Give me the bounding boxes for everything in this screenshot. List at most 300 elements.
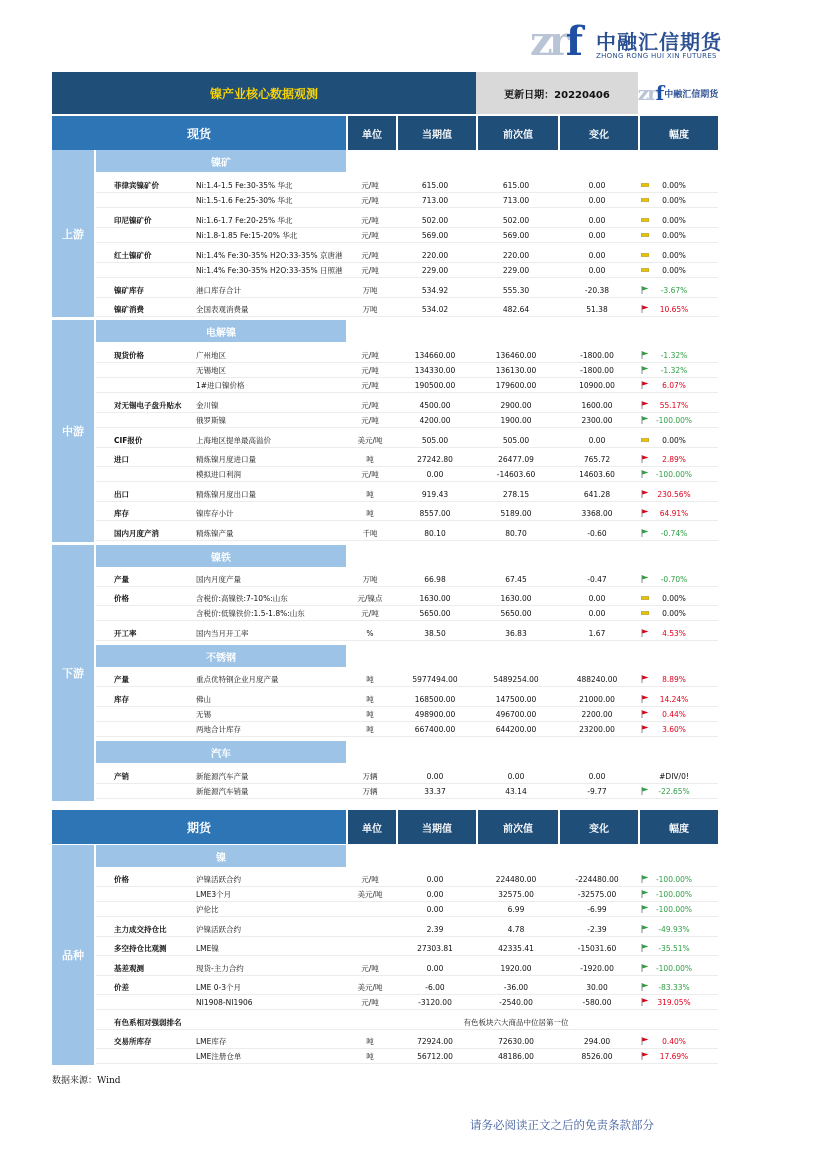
table-row <box>96 692 718 707</box>
row-item: Ni:1.4-1.5 Fe:30-35% 华北 <box>196 181 293 190</box>
row-previous: 615.00 <box>502 181 530 190</box>
row-item: 重点优特钢企业月度产量 <box>196 675 279 684</box>
row-previous: 2900.00 <box>500 401 532 410</box>
group-label: 下游 <box>52 545 94 801</box>
row-unit: 美元/吨 <box>357 890 383 899</box>
row-pct: -22.65% <box>658 787 690 796</box>
row-previous: 5489254.00 <box>493 675 539 684</box>
report-header <box>52 72 718 114</box>
row-item: 俄罗斯镍 <box>196 416 226 425</box>
row-previous: 482.64 <box>502 305 530 314</box>
row-pct: -49.93% <box>658 925 690 934</box>
row-change: -1920.00 <box>580 964 614 973</box>
row-current: 38.50 <box>424 629 446 638</box>
row-item: 金川镍 <box>196 401 219 410</box>
row-pct: 64.91% <box>659 509 689 518</box>
row-previous: 1630.00 <box>500 594 532 603</box>
row-pct: 0.00% <box>662 436 686 445</box>
company-logo <box>530 18 730 65</box>
table-row <box>96 980 718 995</box>
row-pct: 0.00% <box>662 594 686 603</box>
row-previous: 569.00 <box>502 231 530 240</box>
row-item: Ni:1.4% Fe:30-35% H2O:33-35% 京唐港 <box>196 251 343 260</box>
row-previous: 32575.00 <box>498 890 534 899</box>
row-pct: 0.00% <box>662 609 686 618</box>
logo-name-cn: 中融汇信期货 <box>596 30 722 54</box>
row-pct: 8.89% <box>662 675 686 684</box>
row-change: -15031.60 <box>577 944 617 953</box>
row-pct: 0.40% <box>662 1037 686 1046</box>
row-merged-value: 有色板块六大商品中位居第一位 <box>463 1018 569 1027</box>
row-current: -3120.00 <box>418 998 452 1007</box>
row-change: -224480.00 <box>575 875 619 884</box>
row-unit: 万辆 <box>362 787 378 796</box>
row-change: -6.99 <box>587 905 607 914</box>
row-pct: -100.00% <box>655 470 693 479</box>
row-item: NI1908-NI1906 <box>196 998 253 1007</box>
row-category: 开工率 <box>114 629 137 638</box>
row-current: 0.00 <box>426 470 444 479</box>
row-previous: 0.00 <box>507 772 525 781</box>
row-pct: 4.53% <box>662 629 686 638</box>
row-pct: #DIV/0! <box>659 772 689 781</box>
row-pct: 10.65% <box>659 305 689 314</box>
col-pct: 幅度 <box>640 810 718 844</box>
row-pct: -100.00% <box>655 890 693 899</box>
col-unit: 单位 <box>348 810 396 844</box>
row-previous: 26477.09 <box>498 455 534 464</box>
row-previous: 1920.00 <box>500 964 532 973</box>
row-category: 出口 <box>114 490 129 499</box>
row-unit: 元/吨 <box>361 416 379 425</box>
row-pct: -1.32% <box>660 366 688 375</box>
row-change: 0.00 <box>588 216 606 225</box>
table-row <box>96 452 718 467</box>
row-current: 5650.00 <box>419 609 451 618</box>
row-pct: 3.60% <box>662 725 686 734</box>
spot-section-title: 现货 <box>52 116 346 150</box>
row-item: LME 0-3个月 <box>196 983 242 992</box>
row-unit: 元/吨 <box>361 609 379 618</box>
row-change: -2.39 <box>587 925 607 934</box>
row-current: 134330.00 <box>414 366 456 375</box>
row-current: 8557.00 <box>419 509 451 518</box>
row-item: 精炼镍月度出口量 <box>196 490 256 499</box>
logo-name-en: ZHONG RONG HUI XIN FUTURES <box>596 52 717 60</box>
row-change: 0.00 <box>588 266 606 275</box>
row-change: 10900.00 <box>579 381 615 390</box>
row-pct: 0.00% <box>662 251 686 260</box>
row-category: 价格 <box>114 594 129 603</box>
table-row <box>96 433 718 448</box>
row-current: 33.37 <box>424 787 446 796</box>
row-change: 0.00 <box>588 594 606 603</box>
row-previous: -36.00 <box>503 983 529 992</box>
table-row <box>96 961 718 976</box>
disclaimer-link[interactable]: 请务必阅读正文之后的免责条款部分 <box>470 1118 654 1132</box>
row-current: 4500.00 <box>419 401 451 410</box>
row-item: Ni:1.5-1.6 Fe:25-30% 华北 <box>196 196 293 205</box>
category-header: 镍 <box>96 845 346 867</box>
row-unit: 元/吨 <box>361 181 379 190</box>
row-previous: 136130.00 <box>495 366 537 375</box>
row-current: 190500.00 <box>414 381 456 390</box>
group-label: 品种 <box>52 845 94 1065</box>
row-previous: 496700.00 <box>495 710 537 719</box>
table-row <box>96 526 718 541</box>
row-unit: 元/吨 <box>361 998 379 1007</box>
row-item: LME镍 <box>196 944 219 953</box>
row-unit: 元/吨 <box>361 875 379 884</box>
row-previous: -2540.00 <box>499 998 533 1007</box>
row-previous: -14603.60 <box>496 470 536 479</box>
col-current: 当期值 <box>398 810 476 844</box>
row-change: 0.00 <box>588 181 606 190</box>
row-change: 488240.00 <box>576 675 618 684</box>
row-previous: 147500.00 <box>495 695 537 704</box>
row-category: 交易所库存 <box>114 1037 152 1046</box>
table-row <box>96 922 718 937</box>
row-current: 80.10 <box>424 529 446 538</box>
row-item: 两地合计库存 <box>196 725 241 734</box>
update-date: 更新日期：20220406 <box>476 72 638 114</box>
category-header: 不锈钢 <box>96 645 346 667</box>
row-item: 佛山 <box>196 695 211 704</box>
row-unit: 万吨 <box>362 575 378 584</box>
row-previous: 4.78 <box>507 925 525 934</box>
row-item: 国内当月开工率 <box>196 629 249 638</box>
row-current: 0.00 <box>426 905 444 914</box>
table-row <box>96 995 718 1010</box>
row-item: 国内月度产量 <box>196 575 241 584</box>
row-change: 1.67 <box>588 629 606 638</box>
row-unit: 元/吨 <box>361 231 379 240</box>
row-change: 0.00 <box>588 609 606 618</box>
row-item: 无锡 <box>196 710 211 719</box>
row-current: 0.00 <box>426 772 444 781</box>
row-unit: 吨 <box>366 695 374 704</box>
col-previous: 前次值 <box>478 116 558 150</box>
category-header: 汽车 <box>96 741 346 763</box>
row-current: 534.92 <box>421 286 449 295</box>
row-current: 534.02 <box>421 305 449 314</box>
row-current: 505.00 <box>421 436 449 445</box>
row-previous: 36.83 <box>505 629 527 638</box>
row-change: 14603.60 <box>579 470 615 479</box>
row-previous: 502.00 <box>502 216 530 225</box>
row-unit: 元/吨 <box>361 366 379 375</box>
row-unit: 万辆 <box>362 772 378 781</box>
table-row <box>96 248 718 263</box>
row-pct: 0.00% <box>662 231 686 240</box>
row-item: 新能源汽车产量 <box>196 772 249 781</box>
row-unit: 吨 <box>366 455 374 464</box>
row-previous: 644200.00 <box>495 725 537 734</box>
table-row <box>96 193 718 208</box>
row-item: 沪镍活跃合约 <box>196 925 241 934</box>
table-row <box>96 1034 718 1049</box>
row-pct: -0.74% <box>660 529 688 538</box>
row-current: 2.39 <box>426 925 444 934</box>
row-previous: 505.00 <box>502 436 530 445</box>
table-row <box>96 722 718 737</box>
table-row <box>96 1049 718 1064</box>
row-unit: 吨 <box>366 490 374 499</box>
table-row <box>96 467 718 482</box>
row-pct: -35.51% <box>658 944 690 953</box>
row-unit: 元/吨 <box>361 470 379 479</box>
row-category: 多空持仓比观测 <box>114 944 167 953</box>
row-change: 23200.00 <box>579 725 615 734</box>
row-unit: 万吨 <box>362 305 378 314</box>
row-change: -32575.00 <box>577 890 617 899</box>
row-current: 168500.00 <box>414 695 456 704</box>
row-unit: 元/吨 <box>361 964 379 973</box>
row-previous: 224480.00 <box>495 875 537 884</box>
row-change: 0.00 <box>588 196 606 205</box>
row-pct: -100.00% <box>655 875 693 884</box>
table-row <box>96 487 718 502</box>
row-category: 库存 <box>114 509 129 518</box>
row-change: 641.28 <box>583 490 611 499</box>
row-change: 3368.00 <box>581 509 613 518</box>
row-item: 模拟进口利润 <box>196 470 241 479</box>
row-unit: 吨 <box>366 725 374 734</box>
group-label: 中游 <box>52 320 94 542</box>
futures-section-title: 期货 <box>52 810 346 844</box>
row-change: -9.77 <box>587 787 607 796</box>
row-current: -6.00 <box>425 983 445 992</box>
row-change: 2200.00 <box>581 710 613 719</box>
row-item: LME注册仓单 <box>196 1052 242 1061</box>
row-current: 72924.00 <box>417 1037 453 1046</box>
row-category: 主力成交持仓比 <box>114 925 167 934</box>
row-change: -580.00 <box>582 998 612 1007</box>
row-previous: 220.00 <box>502 251 530 260</box>
row-previous: 5189.00 <box>500 509 532 518</box>
data-source: 数据来源：Wind <box>52 1076 121 1086</box>
row-change: 1600.00 <box>581 401 613 410</box>
row-pct: -0.70% <box>660 575 688 584</box>
row-unit: % <box>366 629 374 638</box>
row-category: 价差 <box>114 983 129 992</box>
row-unit: 元/吨 <box>361 251 379 260</box>
row-category: 产销 <box>114 772 129 781</box>
col-pct: 幅度 <box>640 116 718 150</box>
row-change: -20.38 <box>584 286 610 295</box>
row-current: 569.00 <box>421 231 449 240</box>
row-change: 30.00 <box>586 983 608 992</box>
row-change: 294.00 <box>583 1037 611 1046</box>
row-current: 667400.00 <box>414 725 456 734</box>
row-pct: -1.32% <box>660 351 688 360</box>
row-pct: 0.00% <box>662 266 686 275</box>
row-pct: 319.05% <box>657 998 691 1007</box>
row-unit: 万吨 <box>362 286 378 295</box>
col-change: 变化 <box>560 810 638 844</box>
row-change: 765.72 <box>583 455 611 464</box>
row-change: -1800.00 <box>580 366 614 375</box>
row-pct: -3.67% <box>660 286 688 295</box>
row-previous: 6.99 <box>507 905 525 914</box>
row-unit: 美元/吨 <box>357 983 383 992</box>
category-header: 镍铁 <box>96 545 346 567</box>
row-category: 进口 <box>114 455 129 464</box>
row-pct: -100.00% <box>655 964 693 973</box>
row-previous: 80.70 <box>505 529 527 538</box>
row-pct: 17.69% <box>659 1052 689 1061</box>
row-change: 2300.00 <box>581 416 613 425</box>
row-current: 5977494.00 <box>412 675 458 684</box>
row-previous: 229.00 <box>502 266 530 275</box>
spot-section-header <box>52 116 718 150</box>
row-unit: 元/吨 <box>361 381 379 390</box>
row-pct: 55.17% <box>659 401 689 410</box>
table-row <box>96 887 718 902</box>
row-item: LME3个月 <box>196 890 232 899</box>
table-row <box>96 228 718 243</box>
row-previous: 5650.00 <box>500 609 532 618</box>
row-category: 镍矿库存 <box>114 286 144 295</box>
row-change: 8526.00 <box>581 1052 613 1061</box>
row-category: 印尼镍矿价 <box>114 216 152 225</box>
row-pct: 0.44% <box>662 710 686 719</box>
row-current: 134660.00 <box>414 351 456 360</box>
row-item: 全国表观消费量 <box>196 305 249 314</box>
row-category: 价格 <box>114 875 129 884</box>
row-item: 1#进口镍价格 <box>196 381 245 390</box>
row-item: 沪伦比 <box>196 905 219 914</box>
row-unit: 元/镍点 <box>357 594 383 603</box>
row-item: 港口库存合计 <box>196 286 241 295</box>
row-unit: 元/吨 <box>361 351 379 360</box>
row-category: 有色系相对强弱排名 <box>114 1018 182 1027</box>
row-unit: 吨 <box>366 509 374 518</box>
row-previous: 48186.00 <box>498 1052 534 1061</box>
row-previous: 555.30 <box>502 286 530 295</box>
row-previous: 42335.41 <box>498 944 534 953</box>
header-logo: zrf 中融汇信期货 <box>638 72 718 114</box>
row-current: 615.00 <box>421 181 449 190</box>
table-row <box>96 1015 718 1030</box>
row-current: 27303.81 <box>417 944 453 953</box>
table-row <box>96 263 718 278</box>
row-category: 现货价格 <box>114 351 144 360</box>
row-current: 229.00 <box>421 266 449 275</box>
row-change: 0.00 <box>588 772 606 781</box>
report-title: 镍产业核心数据观测 <box>52 72 476 114</box>
table-row <box>96 572 718 587</box>
row-current: 4200.00 <box>419 416 451 425</box>
row-current: 66.98 <box>424 575 446 584</box>
row-category: 红土镍矿价 <box>114 251 152 260</box>
row-item: Ni:1.6-1.7 Fe:20-25% 华北 <box>196 216 293 225</box>
table-row <box>96 606 718 621</box>
row-item: 新能源汽车销量 <box>196 787 249 796</box>
row-change: 21000.00 <box>579 695 615 704</box>
table-row <box>96 591 718 606</box>
row-previous: 179600.00 <box>495 381 537 390</box>
row-current: 919.43 <box>421 490 449 499</box>
row-pct: 14.24% <box>659 695 689 704</box>
col-previous: 前次值 <box>478 810 558 844</box>
row-category: 基差观测 <box>114 964 144 973</box>
row-change: 0.00 <box>588 251 606 260</box>
row-item: 沪镍活跃合约 <box>196 875 241 884</box>
row-current: 498900.00 <box>414 710 456 719</box>
table-row <box>96 283 718 298</box>
row-pct: -100.00% <box>655 905 693 914</box>
row-category: CIF报价 <box>114 436 143 445</box>
table-row <box>96 348 718 363</box>
row-previous: 136460.00 <box>495 351 537 360</box>
category-header: 电解镍 <box>96 320 346 342</box>
row-item: Ni:1.8-1.85 Fe:15-20% 华北 <box>196 231 298 240</box>
row-change: -0.60 <box>587 529 607 538</box>
row-category: 菲律宾镍矿价 <box>114 181 159 190</box>
row-unit: 吨 <box>366 675 374 684</box>
table-row <box>96 178 718 193</box>
row-current: 1630.00 <box>419 594 451 603</box>
row-item: LME库存 <box>196 1037 227 1046</box>
row-category: 镍矿消费 <box>114 305 144 314</box>
row-unit: 吨 <box>366 1037 374 1046</box>
row-category: 产量 <box>114 575 129 584</box>
table-row <box>96 413 718 428</box>
row-pct: 0.00% <box>662 181 686 190</box>
row-pct: -100.00% <box>655 416 693 425</box>
row-previous: 43.14 <box>505 787 527 796</box>
table-row <box>96 902 718 917</box>
row-unit: 吨 <box>366 1052 374 1061</box>
row-unit: 元/吨 <box>361 401 379 410</box>
row-pct: 0.00% <box>662 196 686 205</box>
row-change: 51.38 <box>586 305 608 314</box>
row-category: 库存 <box>114 695 129 704</box>
row-unit: 美元/吨 <box>357 436 383 445</box>
row-current: 0.00 <box>426 875 444 884</box>
row-unit: 元/吨 <box>361 266 379 275</box>
row-category: 国内月度产消 <box>114 529 159 538</box>
table-row <box>96 626 718 641</box>
row-previous: 713.00 <box>502 196 530 205</box>
row-category: 产量 <box>114 675 129 684</box>
table-row <box>96 784 718 799</box>
row-pct: 230.56% <box>657 490 691 499</box>
row-change: -0.47 <box>587 575 607 584</box>
table-row <box>96 213 718 228</box>
row-previous: 67.45 <box>505 575 527 584</box>
table-row <box>96 398 718 413</box>
row-change: 0.00 <box>588 231 606 240</box>
row-current: 0.00 <box>426 890 444 899</box>
col-change: 变化 <box>560 116 638 150</box>
category-header: 镍矿 <box>96 150 346 172</box>
row-item: 无锡地区 <box>196 366 226 375</box>
row-previous: 72630.00 <box>498 1037 534 1046</box>
row-current: 713.00 <box>421 196 449 205</box>
row-current: 27242.80 <box>417 455 453 464</box>
row-pct: 0.00% <box>662 216 686 225</box>
row-unit: 吨 <box>366 710 374 719</box>
row-pct: 6.07% <box>662 381 686 390</box>
row-category: 对无锡电子盘升贴水 <box>114 401 182 410</box>
col-unit: 单位 <box>348 116 396 150</box>
row-pct: -83.33% <box>658 983 690 992</box>
table-row <box>96 506 718 521</box>
table-row <box>96 378 718 393</box>
table-row <box>96 872 718 887</box>
